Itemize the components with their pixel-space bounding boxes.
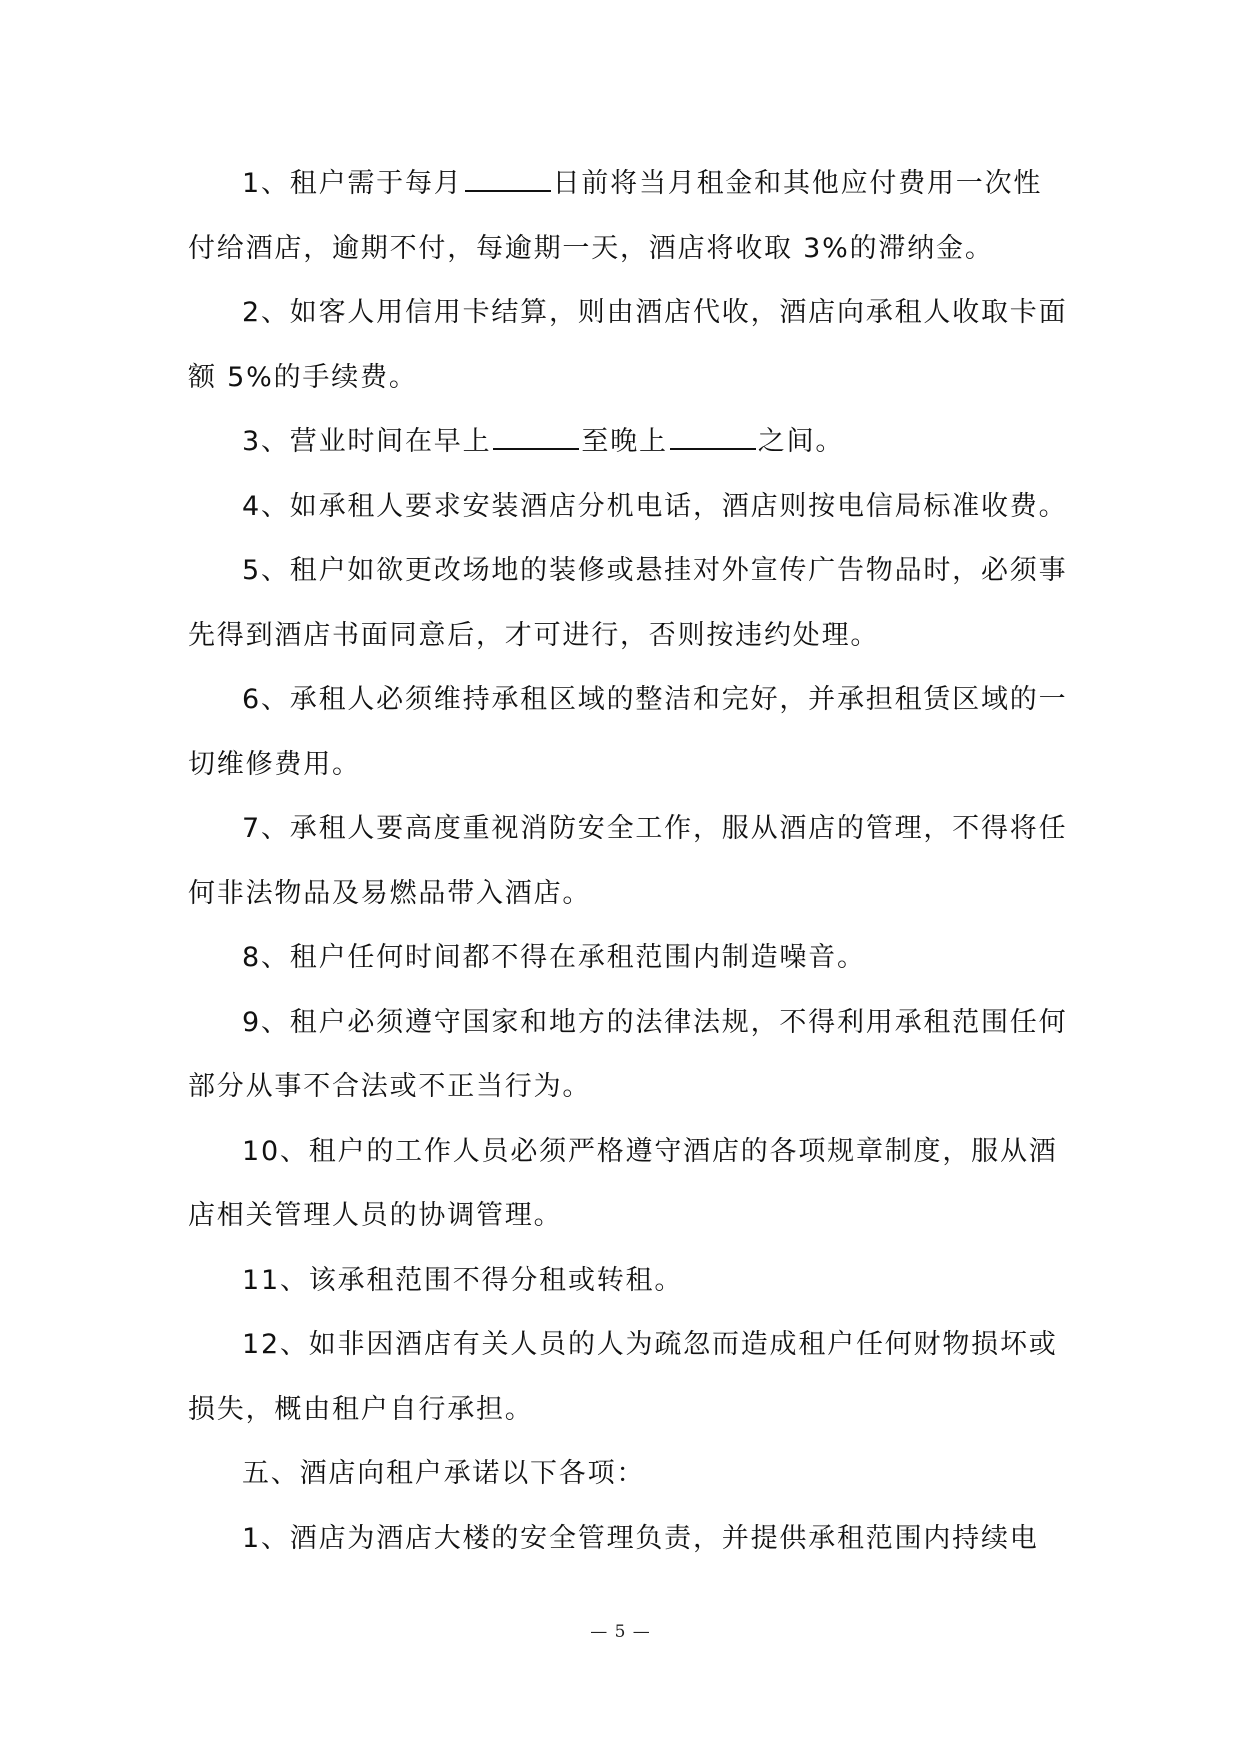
- clause-text: 至晚上: [581, 426, 668, 457]
- clause-law-compliance: 9、租户必须遵守国家和地方的法律法规，不得利用承租范围任何部分从事不合法或不正当行为。: [188, 1006, 1068, 1102]
- clause-staff-rules: 10、租户的工作人员必须严格遵守酒店的各项规章制度，服从酒店相关管理人员的协调管理。: [188, 1135, 1058, 1231]
- clause-liability: 12、如非因酒店有关人员的人为疏忽而造成租户任何财物损坏或损失，概由租户自行承担。: [188, 1329, 1058, 1425]
- document-body: [188, 152, 1068, 1571]
- clause-business-hours: [188, 410, 1068, 475]
- clause-renovation: 5、租户如欲更改场地的装修或悬挂对外宣传广告物品时，必须事先得到酒店书面同意后，才可进行，否则按违约处理。: [188, 555, 1068, 651]
- clause-sublease: 11、该承租范围不得分租或转租。: [242, 1264, 684, 1296]
- page-number: — 5 —: [590, 1622, 651, 1642]
- clause-text: 3、营业时间在早上: [242, 426, 492, 457]
- section-heading-hotel-commitments: 五、酒店向租户承诺以下各项：: [242, 1458, 646, 1489]
- clause-maintenance: 6、承租人必须维持承租区域的整洁和完好，并承担租赁区域的一切维修费用。: [188, 684, 1068, 780]
- clause-text: 之间。: [757, 426, 845, 457]
- clause-text: 日前将当月租金和其他应付费用一次性付给酒店，逾期不付，每逾期一天，酒店将收取 3%的滞纳金。: [188, 168, 1043, 264]
- clause-fire-safety: 7、承租人要高度重视消防安全工作，服从酒店的管理，不得将任何非法物品及易燃品带入酒店。: [188, 813, 1068, 909]
- clause-hotel-security: 1、酒店为酒店大楼的安全管理负责，并提供承租范围内持续电: [242, 1522, 1039, 1554]
- fill-in-blank[interactable]: [465, 168, 551, 192]
- fill-in-blank[interactable]: [670, 426, 756, 450]
- clause-noise: 8、租户任何时间都不得在承租范围内制造噪音。: [242, 942, 866, 973]
- clause-phone-extension: 4、如承租人要求安装酒店分机电话，酒店则按电信局标准收费。: [242, 490, 1068, 522]
- fill-in-blank[interactable]: [493, 426, 579, 450]
- clause-text: 1、租户需于每月: [242, 168, 463, 199]
- clause-rent-payment: [188, 152, 1068, 281]
- clause-credit-card: 2、如客人用信用卡结算，则由酒店代收，酒店向承租人收取卡面额 5%的手续费。: [188, 297, 1068, 393]
